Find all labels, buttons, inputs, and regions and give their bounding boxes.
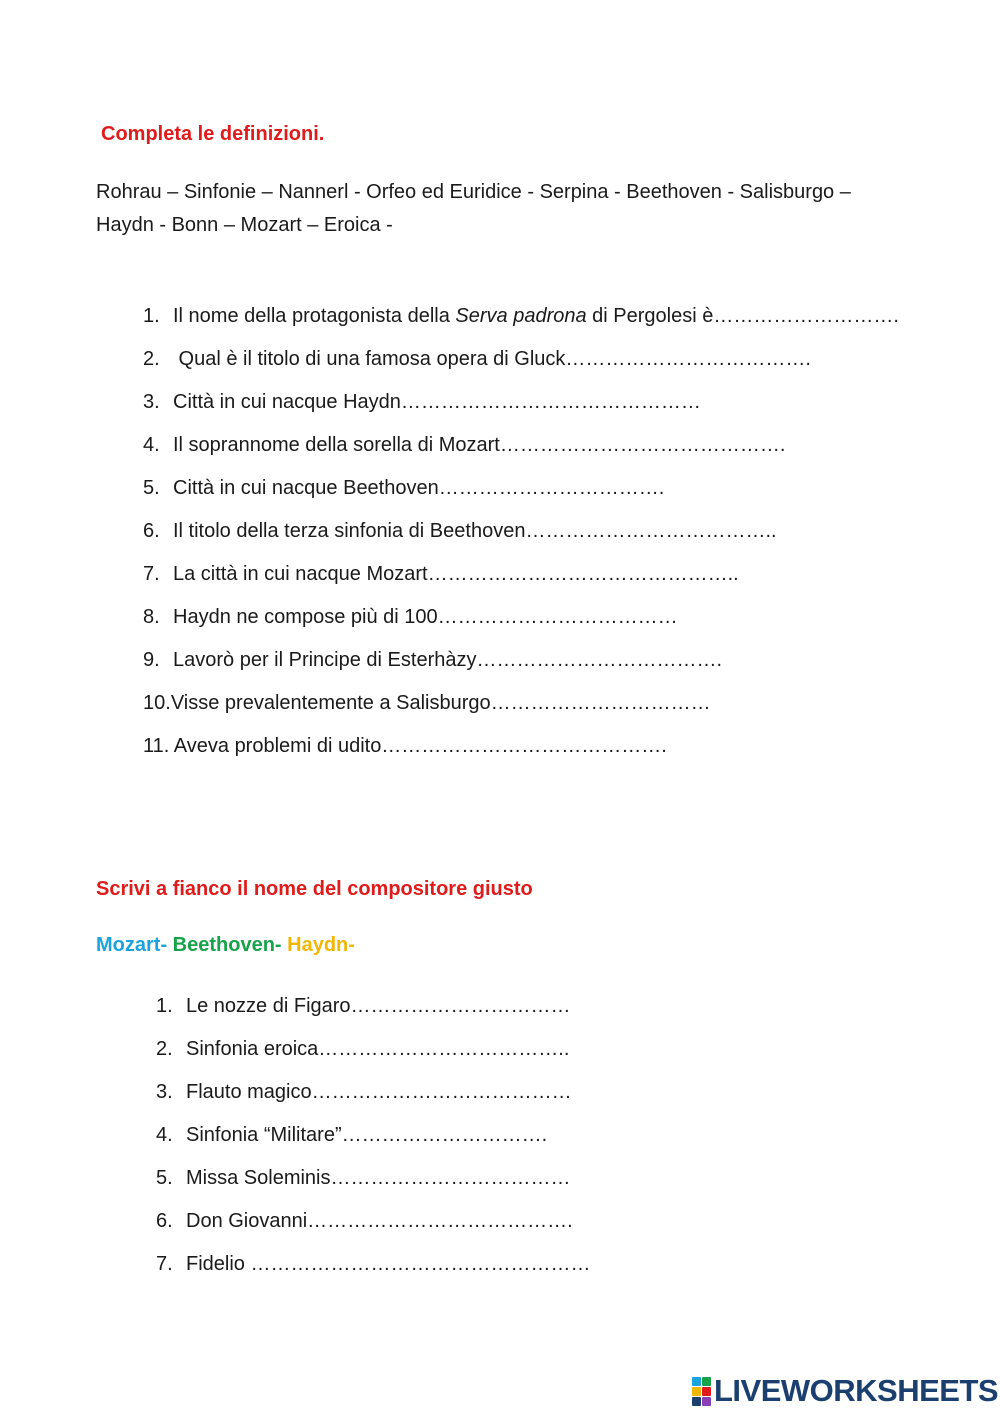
list-item [156,1203,590,1246]
item-number: 3. [156,1081,173,1103]
list-item [156,1246,590,1289]
item-text: Sinfonia eroica……………………………….. [186,1038,570,1060]
item-number: 11. [143,735,170,757]
composer-name-haydn: Haydn- [287,934,355,956]
item-number: 6. [143,520,160,542]
item-number: 4. [143,434,160,456]
item-number: 1. [156,995,173,1017]
item-text-end: di Pergolesi è………………………. [586,305,899,327]
item-text: Le nozze di Figaro…………………………… [186,995,571,1017]
list-item [143,684,899,727]
item-number: 9. [143,649,160,671]
item-text: Il soprannome della sorella di Mozart……………………………………. [173,434,786,456]
item-text: Aveva problemi di udito……………………………………. [169,735,667,757]
word-bank-line: Haydn - Bonn – Mozart – Eroica - [96,214,393,236]
list-item [143,340,899,383]
item-text: Haydn ne compose più di 100……………………………… [173,606,678,628]
list-item [156,988,590,1031]
list-item [143,641,899,684]
list-item [143,598,899,641]
list-item [156,1031,590,1074]
item-number: 7. [143,563,160,585]
section1-title: Completa le definizioni. [101,123,325,145]
item-text: Il titolo della terza sinfonia di Beethoven……………………………….. [173,520,777,542]
item-text: Qual è il titolo di una famosa opera di Gluck………………………………. [173,348,811,370]
item-text: Fidelio …………………………………………… [186,1253,591,1275]
item-text: Sinfonia “Militare”…………………………. [186,1124,548,1146]
composer-names [96,934,355,957]
list-item [156,1117,590,1160]
list-item [156,1074,590,1117]
list-item [143,383,899,426]
works-list [156,988,590,1289]
item-italic-title: Serva padrona [455,305,587,327]
definitions-list [143,297,899,770]
item-text: Flauto magico………………………………… [186,1081,572,1103]
list-item [143,297,899,340]
item-text: La città in cui nacque Mozart……………………………………….. [173,563,739,585]
item-text: Visse prevalentemente a Salisburgo…………………………… [170,692,711,714]
item-text: Lavorò per il Principe di Esterhàzy………………………………. [173,649,723,671]
logo-text: LIVEWORKSHEETS [714,1373,999,1408]
word-bank-line: Rohrau – Sinfonie – Nannerl - Orfeo ed Euridice - Serpina - Beethoven - Salisburgo – [96,181,851,203]
list-item [143,469,899,512]
composer-name-mozart: Mozart- [96,934,168,956]
item-text: Città in cui nacque Haydn……………………………………… [173,391,701,413]
item-number: 2. [156,1038,173,1060]
list-item [156,1160,590,1203]
item-text: Il nome della protagonista della [173,305,456,327]
item-text: Missa Soleminis……………………………… [186,1167,571,1189]
item-number: 5. [143,477,160,499]
item-text: Città in cui nacque Beethoven……………………………. [173,477,665,499]
list-item [143,555,899,598]
item-number: 4. [156,1124,173,1146]
item-number: 10. [143,692,171,714]
liveworksheets-logo [692,1374,998,1408]
item-number: 6. [156,1210,173,1232]
item-number: 3. [143,391,160,413]
item-number: 8. [143,606,160,628]
list-item [143,512,899,555]
section2-title: Scrivi a fianco il nome del compositore giusto [96,878,533,900]
list-item [143,727,899,770]
logo-icon [692,1377,711,1406]
composer-name-beethoven: Beethoven- [172,934,282,956]
item-text: Don Giovanni…………………………………. [186,1210,573,1232]
item-number: 2. [143,348,160,370]
item-number: 1. [143,305,160,327]
item-number: 5. [156,1167,173,1189]
item-number: 7. [156,1253,173,1275]
word-bank [96,176,936,242]
list-item [143,426,899,469]
